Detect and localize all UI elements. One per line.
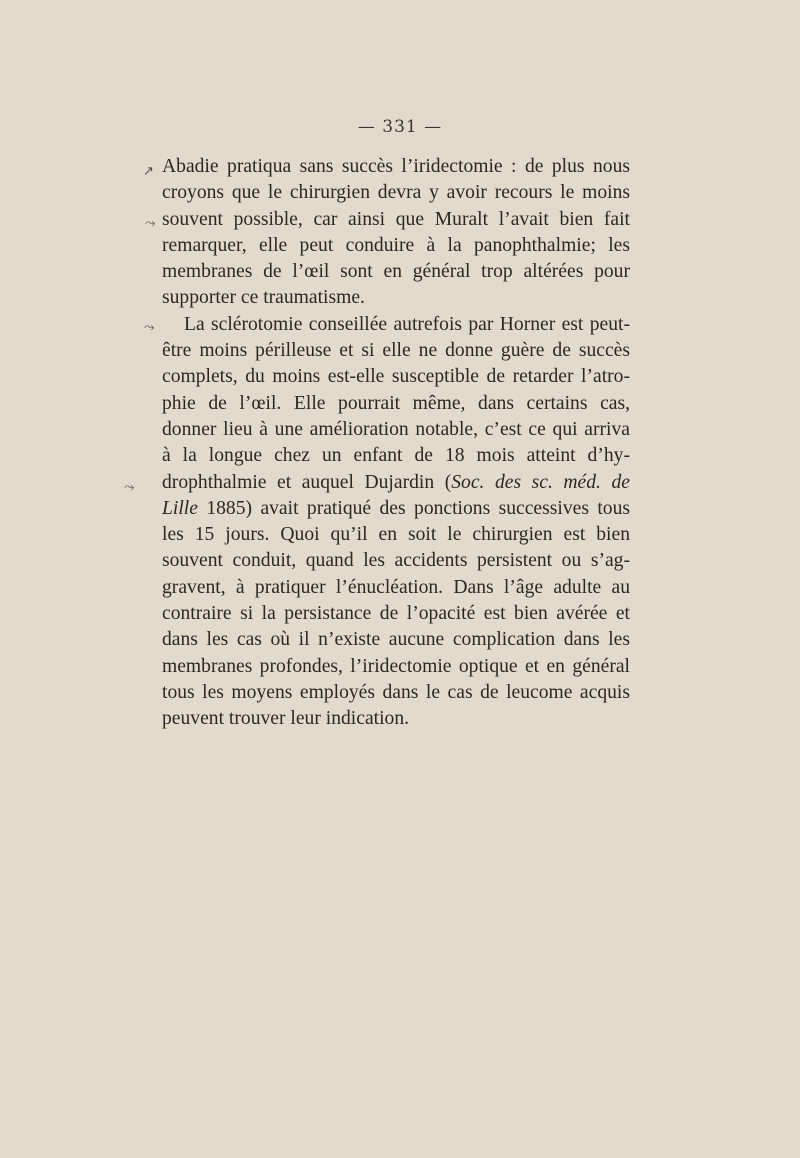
citation-italic: Soc. des sc. méd. de [451, 471, 630, 493]
text-line: phie de l’œil. Elle pourrait même, dans certains cas, [162, 392, 630, 414]
text-line: être moins périlleuse et si elle ne donne guère de succès [162, 340, 630, 362]
text-line: gravent, à pratiquer l’énucléation. Dans l’âge adulte au [162, 576, 630, 598]
text-line [162, 470, 630, 496]
text-line: tous les moyens employés dans le cas de leucome acquis [162, 681, 630, 703]
text-line: souvent possible, car ainsi que Muralt l’avait bien fait [162, 208, 630, 230]
text-line: contraire si la persistance de l’opacité est bien avérée et [162, 603, 630, 625]
text-line: supporter ce traumatisme. [162, 287, 365, 309]
text-line: donner lieu à une amélioration notable, c’est ce qui arriva [162, 418, 630, 440]
text-line: souvent conduit, quand les accidents persistent ou s’ag- [162, 550, 630, 572]
page-number: — 331 — [357, 117, 443, 137]
citation-italic: Lille [162, 497, 198, 519]
text-segment: 1885) avait pratiqué des ponctions successives tous [197, 497, 630, 519]
text-line: La sclérotomie conseillée autrefois par Horner est peut- [184, 313, 630, 335]
text-line [162, 496, 630, 522]
text-line: complets, du moins est-elle susceptible de retarder l’atro- [162, 366, 630, 388]
text-line: remarquer, elle peut conduire à la panophthalmie; les [162, 234, 630, 256]
text-line: à la longue chez un enfant de 18 mois atteint d’hy- [162, 445, 630, 467]
body-text [162, 154, 630, 733]
text-segment: drophthalmie et auquel Dujardin ( [162, 471, 452, 493]
margin-mark: ⤳ [124, 480, 135, 495]
text-line: Abadie pratiqua sans succès l’iridectomie : de plus nous [162, 156, 630, 177]
text-line: peuvent trouver leur indication. [162, 708, 410, 730]
text-line: membranes de l’œil sont en général trop altérées pour [162, 261, 630, 283]
margin-mark: ↗ [143, 164, 154, 179]
margin-mark: ⤳ [145, 216, 156, 231]
text-line: croyons que le chirurgien devra y avoir recours le moins [162, 182, 630, 204]
margin-mark: ⤳ [144, 320, 155, 335]
text-line: les 15 jours. Quoi qu’il en soit le chirurgien est bien [162, 524, 630, 546]
text-line: dans les cas où il n’existe aucune complication dans les [162, 629, 630, 651]
text-line: membranes profondes, l’iridectomie optique et en général [162, 655, 630, 677]
